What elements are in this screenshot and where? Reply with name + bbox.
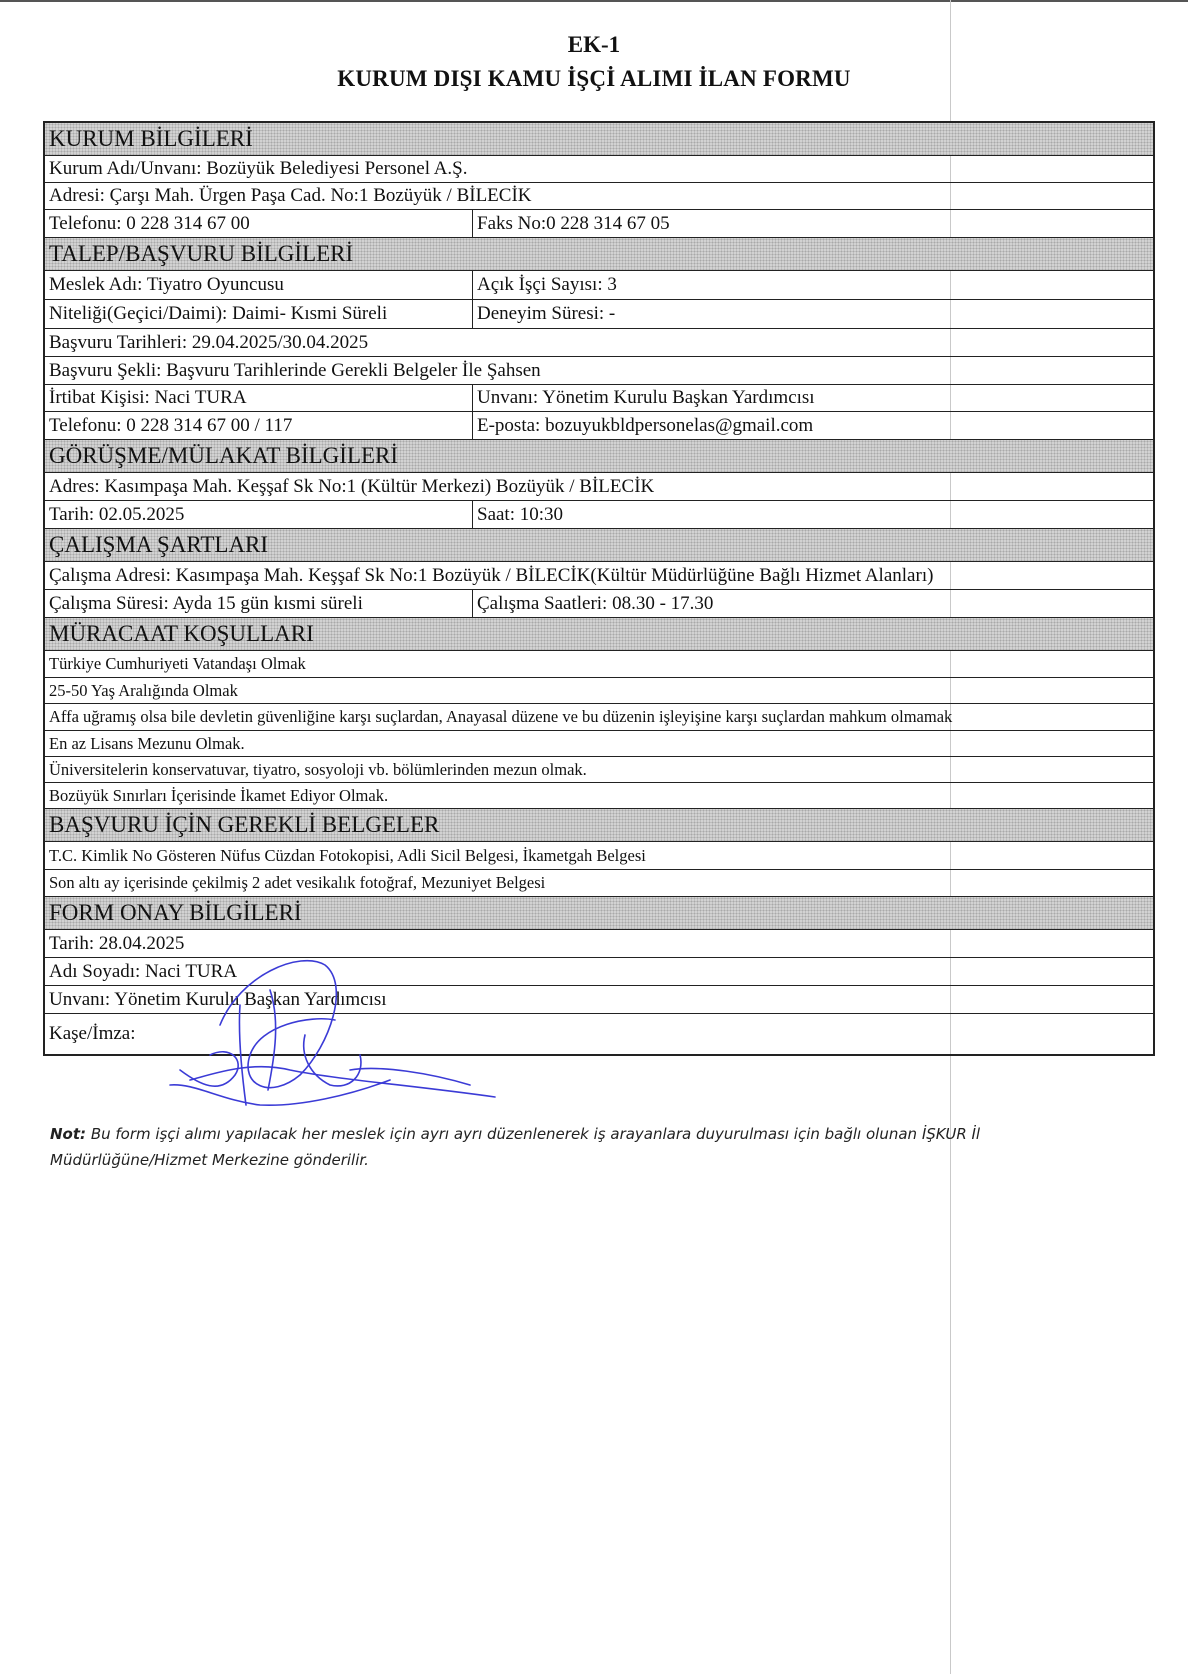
form-title: KURUM DIŞI KAMU İŞÇİ ALIMI İLAN FORMU bbox=[337, 66, 851, 91]
section-heading: KURUM BİLGİLERİ bbox=[49, 126, 253, 151]
kosul-item: Türkiye Cumhuriyeti Vatandaşı Olmak bbox=[49, 654, 306, 673]
section-gerekli-belgeler bbox=[45, 809, 1153, 842]
section-talep-basvuru bbox=[45, 238, 1153, 271]
row-nitelik bbox=[45, 300, 1153, 329]
meslek-adi: Meslek Adı: Tiyatro Oyuncusu bbox=[45, 271, 473, 299]
row-irtibat bbox=[45, 385, 1153, 412]
irtibat-kisisi: İrtibat Kişisi: Naci TURA bbox=[45, 385, 473, 411]
form-code: EK-1 bbox=[567, 32, 621, 57]
row-kosul bbox=[45, 783, 1153, 809]
row-calisma-adresi bbox=[45, 562, 1153, 590]
row-belge bbox=[45, 870, 1153, 897]
row-calisma-suresi bbox=[45, 590, 1153, 618]
basvuru-tarihleri: Başvuru Tarihleri: 29.04.2025/30.04.2025 bbox=[49, 331, 369, 353]
row-kosul bbox=[45, 757, 1153, 783]
deneyim-suresi: Deneyim Süresi: - bbox=[477, 303, 616, 324]
scan-top-edge bbox=[0, 0, 1188, 2]
row-irtibat-iletisim bbox=[45, 412, 1153, 440]
section-calisma-sartlari bbox=[45, 529, 1153, 562]
row-belge bbox=[45, 842, 1153, 870]
section-heading: BAŞVURU İÇİN GEREKLİ BELGELER bbox=[49, 812, 440, 837]
gorusme-saat: Saat: 10:30 bbox=[477, 503, 564, 525]
onay-tarih: Tarih: 28.04.2025 bbox=[49, 932, 185, 954]
section-heading: ÇALIŞMA ŞARTLARI bbox=[49, 532, 269, 557]
belge-item: Son altı ay içerisinde çekilmiş 2 adet vesikalık fotoğraf, Mezuniyet Belgesi bbox=[49, 873, 546, 892]
onay-adi-soyadi: Adı Soyadı: Naci TURA bbox=[49, 960, 238, 982]
kurum-adi: Kurum Adı/Unvanı: Bozüyük Belediyesi Personel A.Ş. bbox=[49, 158, 468, 179]
kosul-item: Affa uğramış olsa bile devletin güvenliğine karşı suçlardan, Anayasal düzene ve bu düzenin işleyişine karşı suçlardan mahkum olmamak bbox=[49, 707, 953, 726]
section-kurum-bilgileri bbox=[45, 123, 1153, 156]
section-heading: GÖRÜŞME/MÜLAKAT BİLGİLERİ bbox=[49, 443, 399, 468]
onay-unvani: Unvanı: Yönetim Kurulu Başkan Yardımcısı bbox=[49, 988, 387, 1010]
footnote bbox=[50, 1121, 1130, 1173]
row-kosul bbox=[45, 731, 1153, 757]
announcement-form-table bbox=[43, 121, 1155, 1056]
niteligi: Niteliği(Geçici/Daimi): Daimi- Kısmi Süreli bbox=[45, 300, 473, 328]
row-basvuru-tarihleri bbox=[45, 329, 1153, 357]
note-text: Bu form işçi alımı yapılacak her meslek için ayrı ayrı düzenlenerek iş arayanlara duyurulması için bağlı olunan İŞKUR İl Müdürlüğüne/Hizmet Merkezine gönderilir. bbox=[50, 1125, 981, 1169]
row-kurum-adres bbox=[45, 183, 1153, 210]
row-basvuru-sekli bbox=[45, 357, 1153, 385]
kurum-adres: Adresi: Çarşı Mah. Ürgen Paşa Cad. No:1 Bozüyük / BİLECİK bbox=[49, 185, 532, 206]
kosul-item: 25-50 Yaş Aralığında Olmak bbox=[49, 680, 238, 700]
gorusme-tarih: Tarih: 02.05.2025 bbox=[45, 501, 473, 528]
row-kosul bbox=[45, 704, 1153, 731]
row-kosul bbox=[45, 678, 1153, 704]
section-gorusme-mulakat bbox=[45, 440, 1153, 473]
row-gorusme-adres bbox=[45, 473, 1153, 501]
section-heading: FORM ONAY BİLGİLERİ bbox=[49, 900, 302, 925]
irtibat-eposta: E-posta: bozuyukbldpersonelas@gmail.com bbox=[477, 414, 814, 436]
gorusme-adres: Adres: Kasımpaşa Mah. Keşşaf Sk No:1 (Kültür Merkezi) Bozüyük / BİLECİK bbox=[49, 475, 655, 497]
section-heading: TALEP/BAŞVURU BİLGİLERİ bbox=[49, 241, 354, 266]
basvuru-sekli: Başvuru Şekli: Başvuru Tarihlerinde Gerekli Belgeler İle Şahsen bbox=[49, 359, 541, 381]
handwritten-signature bbox=[150, 935, 510, 1115]
kase-imza-label: Kaşe/İmza: bbox=[49, 1023, 136, 1044]
row-kosul bbox=[45, 651, 1153, 678]
section-muracaat-kosullari bbox=[45, 618, 1153, 651]
note-label: Not: bbox=[50, 1125, 87, 1143]
row-kurum-adi bbox=[45, 156, 1153, 183]
irtibat-telefon: Telefonu: 0 228 314 67 00 / 117 bbox=[45, 412, 473, 439]
kurum-faks: Faks No:0 228 314 67 05 bbox=[477, 212, 670, 234]
row-gorusme-zaman bbox=[45, 501, 1153, 529]
irtibat-unvani: Unvanı: Yönetim Kurulu Başkan Yardımcısı bbox=[477, 387, 815, 408]
row-kurum-iletisim bbox=[45, 210, 1153, 238]
kosul-item: Üniversitelerin konservatuvar, tiyatro, sosyoloji vb. bölümlerinden mezun olmak. bbox=[49, 759, 587, 779]
section-heading: MÜRACAAT KOŞULLARI bbox=[49, 621, 314, 646]
section-form-onay bbox=[45, 897, 1153, 930]
acik-isci-sayisi: Açık İşçi Sayısı: 3 bbox=[477, 274, 617, 295]
row-meslek bbox=[45, 271, 1153, 300]
kosul-item: En az Lisans Mezunu Olmak. bbox=[49, 733, 245, 753]
calisma-suresi: Çalışma Süresi: Ayda 15 gün kısmi süreli bbox=[45, 590, 473, 617]
belge-item: T.C. Kimlik No Gösteren Nüfus Cüzdan Fotokopisi, Adli Sicil Belgesi, İkametgah Belgesi bbox=[49, 845, 646, 865]
calisma-adresi: Çalışma Adresi: Kasımpaşa Mah. Keşşaf Sk No:1 Bozüyük / BİLECİK(Kültür Müdürlüğüne Bağlı Hizmet Alanları) bbox=[49, 564, 934, 586]
kurum-telefon: Telefonu: 0 228 314 67 00 bbox=[45, 210, 473, 237]
kosul-item: Bozüyük Sınırları İçerisinde İkamet Ediyor Olmak. bbox=[49, 785, 389, 805]
calisma-saatleri: Çalışma Saatleri: 08.30 - 17.30 bbox=[477, 592, 714, 614]
